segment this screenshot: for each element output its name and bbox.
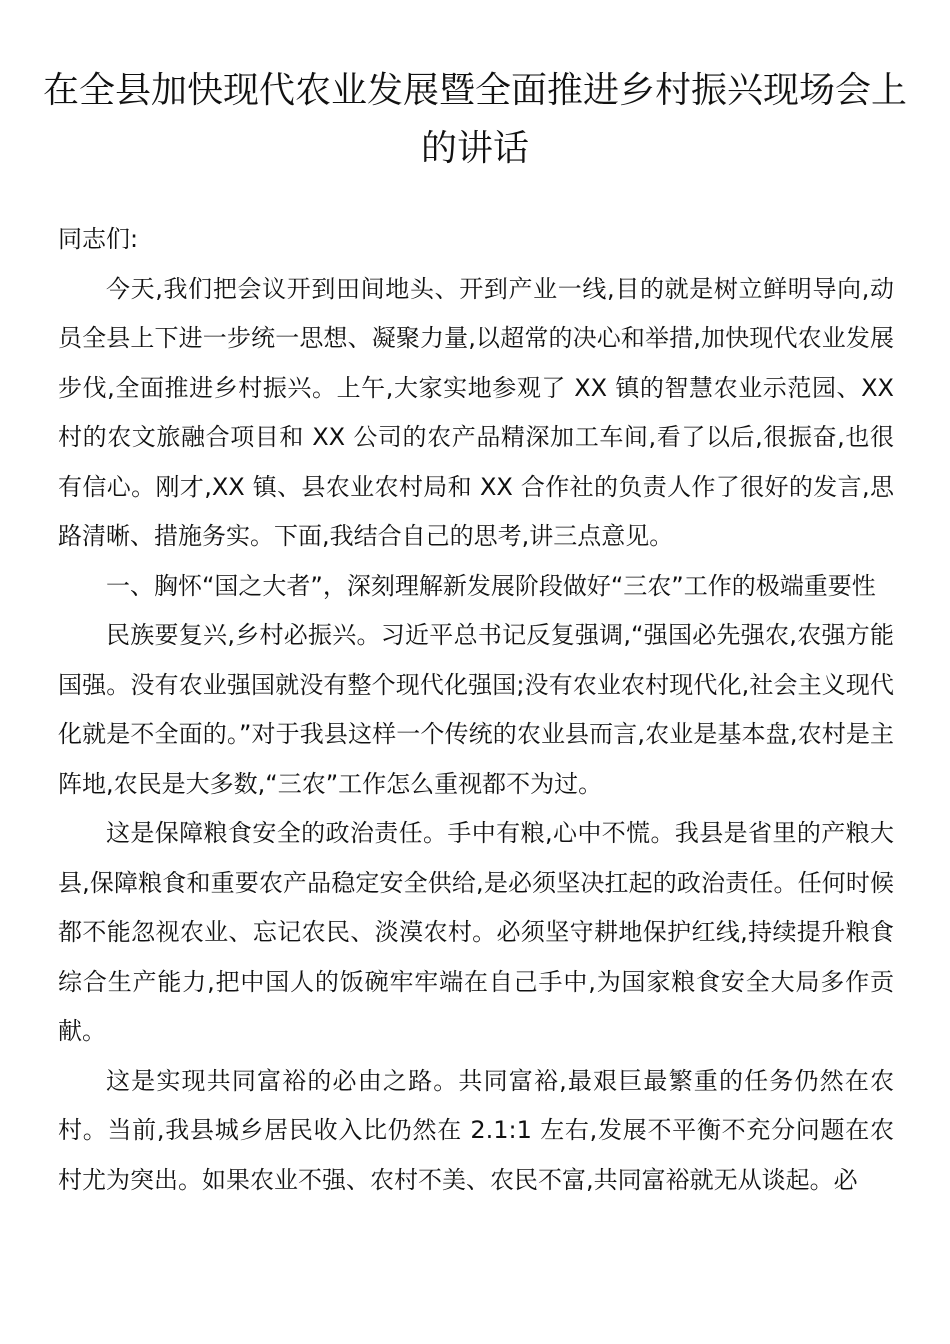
paragraph-food-security: 这是保障粮食安全的政治责任。手中有粮,心中不慌。我县是省里的产粮大县,保障粮食和重要农产品稳定安全供给,是必须坚决扛起的政治责任。任何时候都不能忽视农业、忘记农民、淡漠农村。必须坚守耕地保护红线,持续提升粮食综合生产能力,把中国人的饭碗牢牢端在自己手中,为国家粮食安全大局多作贡献。 xyxy=(58,819,894,1045)
paragraph-intro: 今天,我们把会议开到田间地头、开到产业一线,目的就是树立鲜明导向,动员全县上下进一步统一思想、凝聚力量,以超常的决心和举措,加快现代农业发展步伐,全面推进乡村振兴。上午,大家实地参观了 XX 镇的智慧农业示范园、XX 村的农文旅融合项目和 XX 公司的农产品精深加工车间,看了以后,很振奋,也很有信心。刚才,XX 镇、县农业农村局和 XX 合作社的负责人作了很好的发言,思路清晰、措施务实。下面,我结合自己的思考,讲三点意见。 xyxy=(58,274,894,550)
section-heading-1: 一、胸怀“国之大者”，深刻理解新发展阶段做好“三农”工作的极端重要性 xyxy=(106,571,876,600)
document-title: 在全县加快现代农业发展暨全面推进乡村振兴现场会上的讲话 xyxy=(42,70,907,169)
salutation: 同志们: xyxy=(58,225,139,253)
paragraph-revival: 民族要复兴,乡村必振兴。习近平总书记反复强调,“强国必先强农,农强方能国强。没有农业强国就没有整个现代化强国;没有农业农村现代化,社会主义现代化就是不全面的。”对于我县这样一个传统的农业县而言,农业是基本盘,农村是主阵地,农民是大多数,“三农”工作怎么重视都不为过。 xyxy=(58,621,894,798)
document-body xyxy=(58,215,894,1205)
paragraph-common-prosperity: 这是实现共同富裕的必由之路。共同富裕,最艰巨最繁重的任务仍然在农村。当前,我县城乡居民收入比仍然在 2.1:1 左右,发展不平衡不充分问题在农村尤为突出。如果农业不强、农村不美、农民不富,共同富裕就无从谈起。必 xyxy=(58,1066,894,1194)
